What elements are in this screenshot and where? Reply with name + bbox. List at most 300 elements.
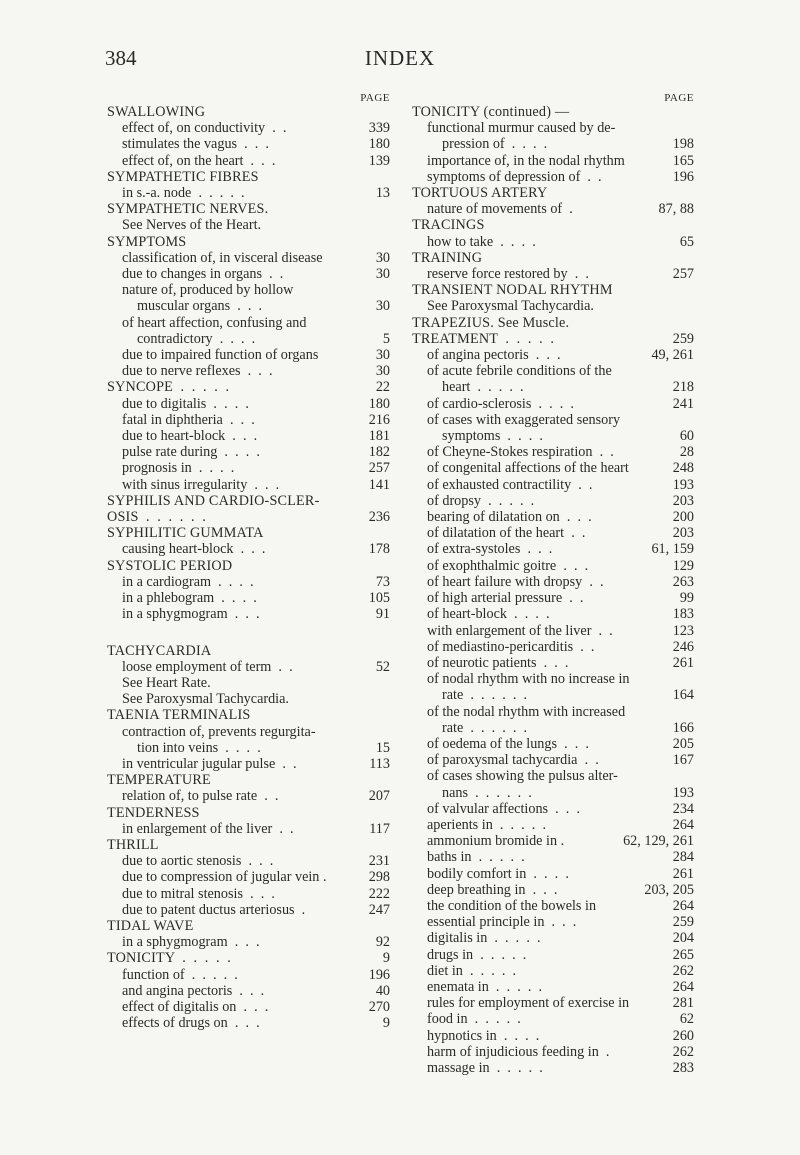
page-reference: 166 <box>672 719 694 736</box>
index-heading <box>107 837 390 853</box>
entry-text: enemata in . . . . . <box>427 978 543 995</box>
page-reference: 218 <box>672 379 694 396</box>
entry-text: deep breathing in . . . <box>427 881 558 898</box>
index-subentry <box>412 817 694 833</box>
index-heading <box>412 104 694 120</box>
entry-text: effects of drugs on . . . <box>122 1015 260 1032</box>
index-subentry <box>107 153 390 169</box>
entry-text: of cases showing the pulsus alter- nans . . . . . . <box>427 768 622 801</box>
index-heading <box>107 169 390 185</box>
entry-text: loose employment of term . . <box>122 658 293 675</box>
entry-text: in s.-a. node . . . . . <box>122 185 245 202</box>
entry-text: of high arterial pressure . . <box>427 590 584 607</box>
page-reference: 265 <box>672 946 694 963</box>
page-reference: 113 <box>369 755 390 772</box>
entry-text: nature of, produced by hollow muscular organs . . . <box>122 282 297 315</box>
entry-text: how to take . . . . <box>427 233 536 250</box>
index-subentry <box>412 947 694 963</box>
index-subentry <box>412 460 694 476</box>
index-subentry <box>412 655 694 671</box>
entry-text: fatal in diphtheria . . . <box>122 411 255 428</box>
index-subentry <box>412 801 694 817</box>
entry-text: with sinus irregularity . . . <box>122 476 280 493</box>
index-subentry <box>412 363 694 395</box>
entry-text: TAENIA TERMINALIS <box>107 707 251 724</box>
index-subentry <box>107 853 390 869</box>
page-reference: 339 <box>368 120 390 137</box>
entry-text: of extra-systoles . . . <box>427 541 553 558</box>
page-reference: 193 <box>672 784 694 801</box>
entry-text: of angina pectoris . . . <box>427 347 561 364</box>
index-subentry <box>412 477 694 493</box>
index-subentry <box>107 396 390 412</box>
index-subentry <box>107 999 390 1015</box>
page-reference: 180 <box>368 136 390 153</box>
page-reference: 180 <box>368 395 390 412</box>
page-reference: 123 <box>672 622 694 639</box>
index-subentry <box>107 869 390 885</box>
page-reference: 165 <box>672 152 694 169</box>
entry-text: digitalis in . . . . . <box>427 930 541 947</box>
index-subentry <box>107 606 390 622</box>
index-subentry <box>107 460 390 476</box>
index-subentry <box>412 606 694 622</box>
index-subentry <box>107 590 390 606</box>
index-subentry <box>107 574 390 590</box>
entry-text: See Paroxysmal Tachycardia. <box>122 691 289 708</box>
page-reference: 30 <box>375 363 390 380</box>
entry-text: and angina pectoris . . . <box>122 982 265 999</box>
entry-text: due to patent ductus arteriosus . <box>122 901 306 918</box>
index-heading <box>412 282 694 298</box>
index-subentry <box>107 136 390 152</box>
page-reference: 99 <box>679 590 694 607</box>
page-column-label: PAGE <box>664 92 694 104</box>
page-reference: 105 <box>368 590 390 607</box>
entry-text: with enlargement of the liver . . <box>427 622 613 639</box>
entry-text: of acute febrile conditions of the heart . . . . . <box>427 363 616 396</box>
page-reference: 178 <box>368 541 390 558</box>
page-reference: 49, 261 <box>651 347 694 364</box>
page-reference: 246 <box>672 638 694 655</box>
page-reference: 263 <box>672 573 694 590</box>
page-reference: 284 <box>672 849 694 866</box>
page-reference: 117 <box>369 820 390 837</box>
index-subentry <box>107 934 390 950</box>
page-reference: 61, 159 <box>651 541 694 558</box>
index-subentry <box>412 752 694 768</box>
page-reference: 28 <box>679 444 694 461</box>
cross-reference <box>107 691 390 707</box>
page-reference: 30 <box>375 266 390 283</box>
page-reference: 15 <box>375 739 390 756</box>
page-reference: 203, 205 <box>644 881 694 898</box>
page-reference: 236 <box>368 509 390 526</box>
entry-text: TRAPEZIUS. See Muscle. <box>412 314 570 331</box>
entry-text: TIDAL WAVE <box>107 917 194 934</box>
index-subentry <box>412 866 694 882</box>
index-subentry <box>107 821 390 837</box>
entry-text: TONICITY . . . . . <box>107 950 232 967</box>
entry-text: due to aortic stenosis . . . <box>122 853 274 870</box>
index-subentry <box>412 396 694 412</box>
entry-text: of neurotic patients . . . <box>427 654 569 671</box>
page-reference: 298 <box>368 869 390 886</box>
page-reference: 87, 88 <box>658 201 694 218</box>
entry-text: TRAINING <box>412 249 483 266</box>
page-reference: 141 <box>368 476 390 493</box>
index-subentry <box>107 902 390 918</box>
entry-text: effect of, on the heart . . . <box>122 152 276 169</box>
entry-text: TACHYCARDIA <box>107 642 212 659</box>
entry-text: TONICITY (continued) — <box>412 104 570 120</box>
cross-reference <box>107 675 390 691</box>
page-reference: 200 <box>672 509 694 526</box>
cross-reference <box>412 298 694 314</box>
index-heading <box>107 493 390 525</box>
page-reference: 257 <box>368 460 390 477</box>
page-reference: 203 <box>672 492 694 509</box>
cross-reference <box>107 217 390 233</box>
index-subentry <box>412 266 694 282</box>
index-subentry <box>412 963 694 979</box>
index-subentry <box>412 849 694 865</box>
index-subentry <box>107 120 390 136</box>
index-heading <box>107 950 390 966</box>
index-subentry <box>412 882 694 898</box>
page-reference: 9 <box>382 1015 390 1032</box>
entry-text: TREATMENT . . . . . <box>412 330 555 347</box>
index-subentry <box>412 623 694 639</box>
index-subentry <box>107 363 390 379</box>
page-reference: 193 <box>672 476 694 493</box>
index-subentry <box>412 509 694 525</box>
page-reference: 91 <box>375 606 390 623</box>
page-reference: 264 <box>672 897 694 914</box>
entry-text: prognosis in . . . . <box>122 460 235 477</box>
entry-text: aperients in . . . . . <box>427 816 546 833</box>
entry-text: SYSTOLIC PERIOD <box>107 557 233 574</box>
index-subentry <box>412 201 694 217</box>
entry-text: due to heart-block . . . <box>122 428 258 445</box>
index-heading <box>107 234 390 250</box>
index-subentry <box>412 153 694 169</box>
index-heading <box>107 525 390 541</box>
page-title: INDEX <box>364 46 436 70</box>
entry-text: TRANSIENT NODAL RHYTHM <box>412 282 613 299</box>
page-reference: 40 <box>375 982 390 999</box>
entry-text: SYMPATHETIC NERVES. <box>107 201 269 218</box>
entry-text: TORTUOUS ARTERY <box>412 185 548 202</box>
entry-text: of mediastino-pericarditis . . <box>427 638 595 655</box>
page-reference: 62, 129, 261 <box>623 833 694 850</box>
index-subentry <box>412 833 694 849</box>
page-reference: 241 <box>672 395 694 412</box>
index-subentry <box>412 979 694 995</box>
page-reference: 65 <box>679 233 694 250</box>
entry-text: massage in . . . . . <box>427 1059 543 1076</box>
entry-text: due to compression of jugular vein . <box>122 869 327 886</box>
index-subentry <box>107 724 390 756</box>
page-reference: 264 <box>672 978 694 995</box>
index-subentry <box>412 704 694 736</box>
entry-text: in a cardiogram . . . . <box>122 573 254 590</box>
entry-text: relation of, to pulse rate . . <box>122 788 279 805</box>
page-reference: 60 <box>679 428 694 445</box>
page-number: 384 <box>105 46 137 70</box>
index-subentry <box>412 169 694 185</box>
entry-text: due to nerve reflexes . . . <box>122 363 273 380</box>
index-subentry <box>107 282 390 314</box>
entry-text: the condition of the bowels in <box>427 897 597 914</box>
page-reference: 30 <box>375 347 390 364</box>
index-subentry <box>412 493 694 509</box>
page-reference: 181 <box>368 428 390 445</box>
entry-text: due to mitral stenosis . . . <box>122 885 275 902</box>
index-subentry <box>412 412 694 444</box>
page-reference: 264 <box>672 816 694 833</box>
index-subentry <box>107 659 390 675</box>
entry-text: in a sphygmogram . . . <box>122 606 260 623</box>
entry-text: due to digitalis . . . . <box>122 395 249 412</box>
index-subentry <box>107 315 390 347</box>
page-reference: 257 <box>672 266 694 283</box>
entry-text: ammonium bromide in . <box>427 833 565 850</box>
entry-text: function of . . . . . <box>122 966 238 983</box>
page-reference: 281 <box>672 995 694 1012</box>
index-subentry <box>412 541 694 557</box>
index-subentry <box>412 525 694 541</box>
entry-text: of dilatation of the heart . . <box>427 525 586 542</box>
entry-text: importance of, in the nodal rhythm <box>427 152 625 169</box>
entry-text: functional murmur caused by de- pression of . . . . <box>427 120 619 153</box>
index-subentry <box>107 983 390 999</box>
entry-text: of the nodal rhythm with increased rate . . . . . . <box>427 703 629 736</box>
page-reference: 207 <box>368 788 390 805</box>
entry-text: SYMPTOMS <box>107 233 187 250</box>
entry-text: in a phlebogram . . . . <box>122 590 257 607</box>
entry-text: baths in . . . . . <box>427 849 525 866</box>
page-reference: 129 <box>672 557 694 574</box>
page-reference: 248 <box>672 460 694 477</box>
entry-text: of oedema of the lungs . . . <box>427 735 589 752</box>
entry-text: in ventricular jugular pulse . . <box>122 755 297 772</box>
page-reference: 139 <box>368 152 390 169</box>
page-reference: 196 <box>368 966 390 983</box>
entry-text: in enlargement of the liver . . <box>122 820 294 837</box>
entry-text: food in . . . . . <box>427 1011 521 1028</box>
page-reference: 234 <box>672 800 694 817</box>
page-reference: 13 <box>375 185 390 202</box>
entry-text: of cardio-sclerosis . . . . <box>427 395 574 412</box>
index-subentry <box>412 930 694 946</box>
entry-text: effect of, on conductivity . . <box>122 120 287 137</box>
page-reference: 73 <box>375 573 390 590</box>
index-subentry <box>412 444 694 460</box>
index-subentry <box>107 266 390 282</box>
page-reference: 259 <box>672 914 694 931</box>
entry-text: TRACINGS <box>412 217 485 234</box>
index-subentry <box>412 768 694 800</box>
index-subentry <box>107 428 390 444</box>
entry-text: TEMPERATURE <box>107 772 211 789</box>
entry-text: in a sphygmogram . . . <box>122 934 260 951</box>
entry-text: See Nerves of the Heart. <box>122 217 262 234</box>
entry-text: of Cheyne-Stokes respiration . . <box>427 444 614 461</box>
entry-text: of cases with exaggerated sensory symptoms . . . . <box>427 411 624 445</box>
entry-text: of valvular affections . . . <box>427 800 580 817</box>
page-reference: 261 <box>672 654 694 671</box>
page-reference: 167 <box>672 752 694 769</box>
entry-text: SYPHILITIC GUMMATA <box>107 525 264 542</box>
entry-text: stimulates the vagus . . . <box>122 136 269 153</box>
index-heading <box>107 805 390 821</box>
entry-text: See Paroxysmal Tachycardia. <box>427 298 594 315</box>
entry-text: TENDERNESS <box>107 804 200 821</box>
index-heading <box>107 104 390 120</box>
page-reference: 270 <box>368 998 390 1015</box>
index-subentry <box>412 1044 694 1060</box>
entry-text: contraction of, prevents regurgita- tion into veins . . . . <box>122 723 320 756</box>
index-heading <box>107 772 390 788</box>
index-heading <box>107 201 390 217</box>
page-reference: 259 <box>672 330 694 347</box>
page-column-label: PAGE <box>360 92 390 104</box>
entry-text: of heart failure with dropsy . . <box>427 573 604 590</box>
index-subentry <box>412 347 694 363</box>
index-subentry <box>107 412 390 428</box>
entry-text: SYPHILIS AND CARDIO-SCLER- OSIS . . . . . . <box>107 492 324 526</box>
index-subentry <box>412 914 694 930</box>
page-reference: 216 <box>368 411 390 428</box>
page-reference: 262 <box>672 962 694 979</box>
entry-text: bearing of dilatation on . . . <box>427 509 592 526</box>
page-reference: 262 <box>672 1043 694 1060</box>
entry-text: due to impaired function of organs <box>122 347 319 364</box>
index-subentry <box>412 574 694 590</box>
index-heading <box>107 707 390 723</box>
entry-text: nature of movements of . <box>427 201 573 218</box>
index-subentry <box>107 444 390 460</box>
index-subentry <box>107 886 390 902</box>
index-subentry <box>107 347 390 363</box>
index-subentry <box>107 756 390 772</box>
entry-text: symptoms of depression of . . <box>427 168 602 185</box>
page-reference: 62 <box>679 1011 694 1028</box>
index-subentry <box>107 1015 390 1031</box>
page-reference: 231 <box>368 853 390 870</box>
entry-text: of paroxysmal tachycardia . . <box>427 752 599 769</box>
entry-text: diet in . . . . . <box>427 962 517 979</box>
page-reference: 261 <box>672 865 694 882</box>
entry-text: THRILL <box>107 836 159 853</box>
index-subentry <box>412 120 694 152</box>
page-reference: 247 <box>368 901 390 918</box>
page-reference: 164 <box>672 687 694 704</box>
entry-text: of exophthalmic goitre . . . <box>427 557 589 574</box>
entry-text: essential principle in . . . <box>427 914 577 931</box>
entry-text: pulse rate during . . . . <box>122 444 260 461</box>
index-heading <box>412 185 694 201</box>
entry-text: effect of digitalis on . . . <box>122 998 269 1015</box>
page-reference: 182 <box>368 444 390 461</box>
index-subentry <box>412 736 694 752</box>
index-heading <box>412 315 694 331</box>
page-reference: 198 <box>672 136 694 153</box>
index-subentry <box>412 1028 694 1044</box>
index-heading <box>412 250 694 266</box>
index-heading <box>412 331 694 347</box>
page-reference: 52 <box>375 658 390 675</box>
index-subentry <box>412 234 694 250</box>
index-subentry <box>107 967 390 983</box>
index-subentry <box>412 558 694 574</box>
entry-text: bodily comfort in . . . . <box>427 865 569 882</box>
index-heading <box>107 379 390 395</box>
entry-text: drugs in . . . . . <box>427 946 527 963</box>
page-reference: 222 <box>368 885 390 902</box>
index-heading <box>107 918 390 934</box>
page-reference: 30 <box>375 249 390 266</box>
page-reference: 92 <box>375 934 390 951</box>
page-reference: 196 <box>672 168 694 185</box>
page-reference: 9 <box>382 950 390 967</box>
index-column-left <box>107 88 390 1031</box>
index-heading <box>412 217 694 233</box>
index-subentry <box>412 1060 694 1076</box>
entry-text: classification of, in visceral disease <box>122 249 323 266</box>
page-reference: 30 <box>375 298 390 315</box>
index-subentry <box>107 541 390 557</box>
section-gap <box>107 623 390 643</box>
index-subentry <box>412 639 694 655</box>
page-reference: 203 <box>672 525 694 542</box>
index-heading <box>107 643 390 659</box>
entry-text: of nodal rhythm with no increase in rate . . . . . . <box>427 671 634 704</box>
index-subentry <box>412 590 694 606</box>
entry-text: of heart affection, confusing and contradictory . . . . <box>122 314 311 347</box>
page-reference: 205 <box>672 735 694 752</box>
entry-text: SYMPATHETIC FIBRES <box>107 168 259 185</box>
entry-text: of congenital affections of the heart <box>427 460 629 477</box>
entry-text: causing heart-block . . . <box>122 541 266 558</box>
page-reference: 5 <box>382 330 390 347</box>
entry-text: SYNCOPE . . . . . <box>107 379 230 396</box>
page-reference: 204 <box>672 930 694 947</box>
index-subentry <box>412 995 694 1011</box>
page-header <box>0 46 800 76</box>
entry-text: of dropsy . . . . . <box>427 492 535 509</box>
index-column-right <box>412 88 694 1076</box>
index-subentry <box>412 671 694 703</box>
entry-text: reserve force restored by . . <box>427 266 589 283</box>
entry-text: harm of injudicious feeding in . <box>427 1043 610 1060</box>
entry-text: rules for employment of exercise in <box>427 995 630 1012</box>
index-subentry <box>107 788 390 804</box>
entry-text: of heart-block . . . . <box>427 606 550 623</box>
index-subentry <box>412 898 694 914</box>
entry-text: of exhausted contractility . . <box>427 476 593 493</box>
page-reference: 260 <box>672 1027 694 1044</box>
entry-text: due to changes in organs . . <box>122 266 284 283</box>
entry-text: See Heart Rate. <box>122 674 211 691</box>
index-subentry <box>107 250 390 266</box>
index-subentry <box>412 1011 694 1027</box>
page-reference: 22 <box>375 379 390 396</box>
entry-text: SWALLOWING <box>107 104 206 120</box>
page-reference: 283 <box>672 1059 694 1076</box>
index-heading <box>107 558 390 574</box>
